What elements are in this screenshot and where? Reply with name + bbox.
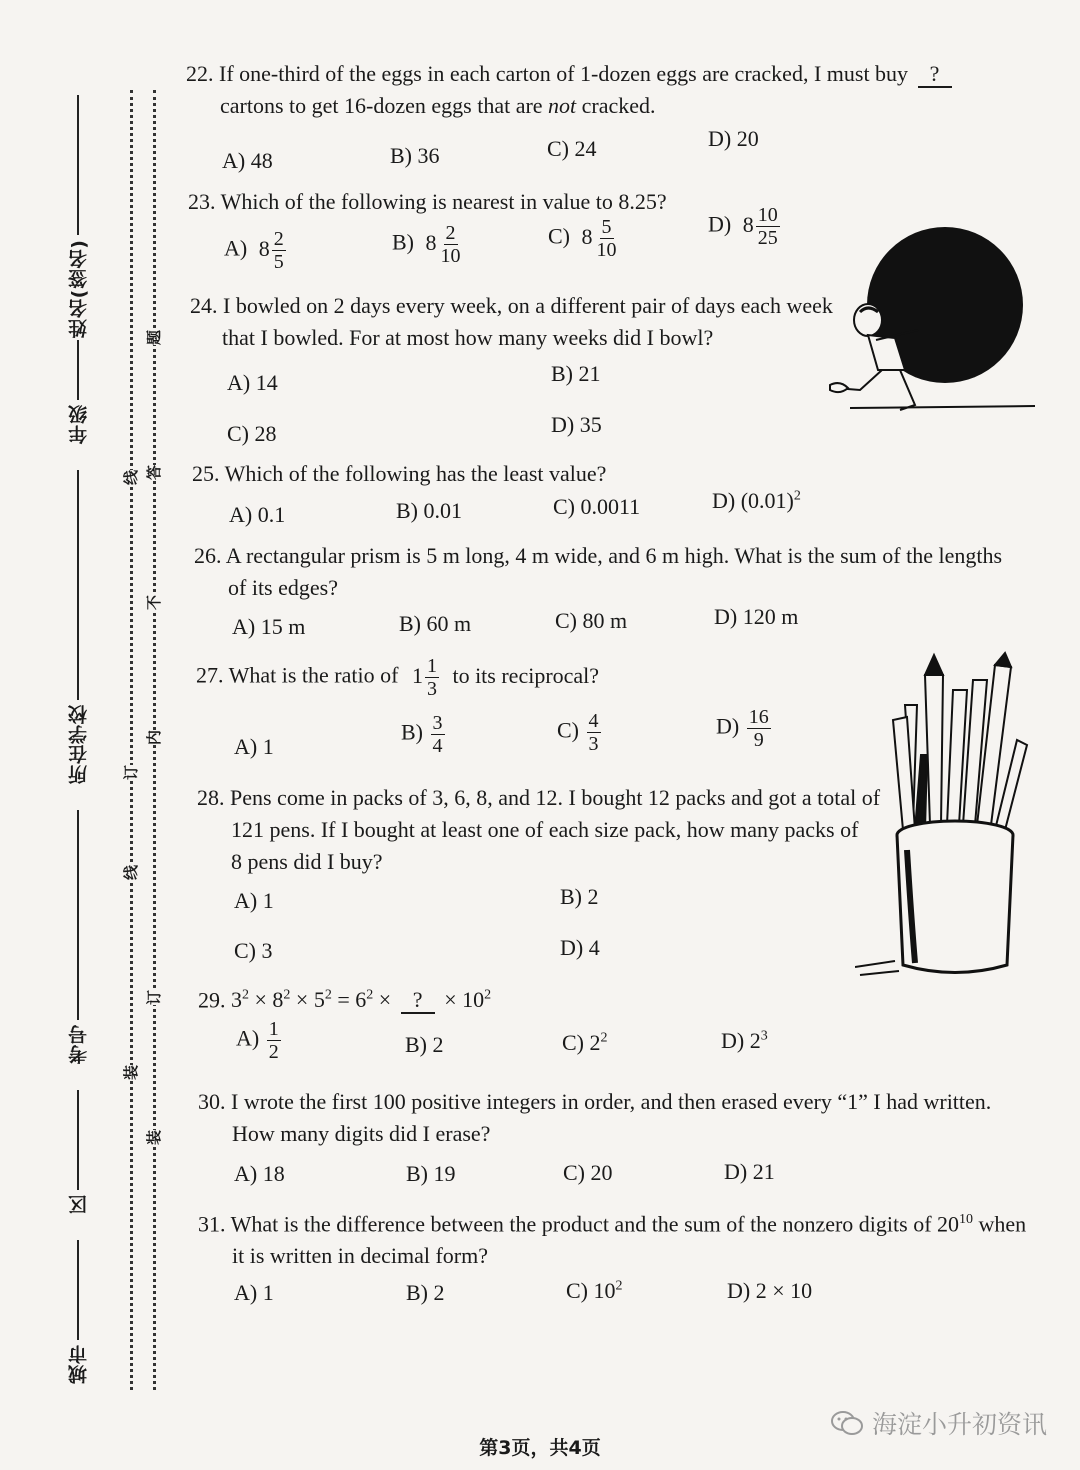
option-b[interactable]: B) 2 xyxy=(405,1032,444,1057)
binding-char: 装 xyxy=(145,1129,164,1146)
binding-char: 内 xyxy=(145,729,164,746)
option-label: A) xyxy=(224,235,248,261)
field-exam-number xyxy=(58,810,98,1064)
question-number: 23. xyxy=(188,189,216,214)
option-label: B) xyxy=(401,719,423,745)
bowling-illustration xyxy=(820,220,1040,420)
question-number: 26. xyxy=(194,543,222,568)
option-b[interactable]: B) 2 xyxy=(406,1280,445,1305)
question-text: What is the difference between the product and the sum of the nonzero digits of 20 xyxy=(230,1211,960,1237)
option-d[interactable] xyxy=(712,488,801,514)
equation: $3^2 \times 8^2 \times 5^2 = 6^2$ × ? × $10^2$ xyxy=(231,987,492,1013)
option-c[interactable] xyxy=(557,710,601,755)
field-exam-number-label: 考号 xyxy=(67,1024,90,1064)
exponent: 2 xyxy=(615,1278,623,1294)
option-label: C) 10 xyxy=(566,1278,616,1303)
fraction: $\frac{10}{25}$ xyxy=(757,204,778,249)
page-number: 第3页，共4页 xyxy=(479,1437,601,1459)
option-c[interactable] xyxy=(562,1030,608,1056)
answer-blank: ? xyxy=(918,62,952,88)
binding-char: 答 xyxy=(145,464,164,481)
emphasis-text: not xyxy=(548,93,577,118)
option-a[interactable]: A) 14 xyxy=(227,370,278,395)
field-grade-label: 年级 xyxy=(67,404,90,444)
fraction: $\frac{3}{4}$ xyxy=(432,712,443,757)
question-31 xyxy=(198,1204,1026,1272)
option-a[interactable]: A) 15 m xyxy=(232,614,306,639)
option-label: C) xyxy=(557,717,579,743)
field-name-label: 姓名(签名) xyxy=(67,239,90,339)
question-text: How many digits did I erase? xyxy=(232,1121,491,1146)
question-number: 27. xyxy=(196,662,224,688)
option-d[interactable]: D) 21 xyxy=(724,1159,775,1184)
option-d[interactable]: D) 2 × 10 xyxy=(727,1278,813,1303)
option-a[interactable]: A) 1 xyxy=(234,888,274,913)
option-d[interactable]: D) 4 xyxy=(560,935,600,960)
pencil-cup-illustration xyxy=(855,645,1030,985)
field-district-label: 区 xyxy=(67,1194,90,1214)
question-text: Pens come in packs of 3, 6, 8, and 12. I bought 12 packs and got a total of xyxy=(230,785,881,810)
option-d[interactable]: D) 35 xyxy=(551,412,602,437)
fraction: $\frac{16}{9}$ xyxy=(748,706,769,751)
option-c[interactable] xyxy=(566,1278,623,1304)
question-text: that I bowled. For at most how many weeks did I bowl? xyxy=(222,325,714,350)
question-text: cartons to get 16-dozen eggs that are xyxy=(220,93,543,118)
fraction: $\frac{2}{10}$ xyxy=(440,222,461,267)
question-22 xyxy=(186,58,956,122)
question-25 xyxy=(192,458,606,490)
exponent: 2 xyxy=(600,1030,608,1046)
question-text: 121 pens. If I bought at least one of each size pack, how many packs of xyxy=(231,817,859,842)
option-b[interactable]: B) 2 xyxy=(560,884,599,909)
question-text: Which of the following is nearest in value to 8.25? xyxy=(220,189,667,214)
binding-char: 装 xyxy=(122,1064,141,1081)
question-text: to its reciprocal? xyxy=(452,662,600,688)
question-30 xyxy=(198,1086,991,1150)
binding-line-left xyxy=(130,90,133,1390)
option-label: D) xyxy=(716,713,740,739)
option-c[interactable]: C) 20 xyxy=(563,1160,613,1185)
mixed-whole: 8 xyxy=(258,235,270,261)
option-b[interactable] xyxy=(401,712,445,757)
option-a[interactable]: A) 48 xyxy=(222,148,273,173)
option-c[interactable]: C) 80 m xyxy=(555,608,628,633)
field-school xyxy=(58,470,98,784)
option-label: D) (0.01) xyxy=(712,488,794,513)
question-number: 31. xyxy=(198,1211,226,1237)
exponent: 2 xyxy=(793,488,801,504)
watermark-text: 海淀小升初资讯 xyxy=(872,1410,1048,1439)
option-a[interactable]: A) 1 xyxy=(234,1280,274,1305)
question-text: A rectangular prism is 5 m long, 4 m wide, and 6 m high. What is the sum of the lengths xyxy=(225,543,1003,568)
field-grade xyxy=(58,340,98,444)
option-b[interactable]: B) 19 xyxy=(406,1161,456,1186)
binding-char: 线 xyxy=(122,864,141,881)
option-a[interactable]: A) 18 xyxy=(234,1161,285,1186)
option-c[interactable]: C) 24 xyxy=(547,136,597,161)
field-school-label: 所在学校 xyxy=(67,704,90,784)
option-b[interactable]: B) 60 m xyxy=(399,611,472,636)
question-text: of its edges? xyxy=(228,575,338,600)
option-label: C) 2 xyxy=(562,1030,601,1055)
option-a[interactable] xyxy=(236,1018,281,1063)
option-label: C) xyxy=(548,223,570,249)
question-text: If one-third of the eggs in each carton of 1-dozen eggs are cracked, I must buy xyxy=(219,61,909,86)
option-b[interactable]: B) 0.01 xyxy=(396,498,462,523)
question-text: cracked. xyxy=(581,93,656,118)
option-label: D) 2 xyxy=(721,1028,761,1053)
option-a[interactable] xyxy=(224,228,286,273)
question-text: What is the ratio of xyxy=(228,662,399,688)
question-number: 22. xyxy=(186,61,214,86)
option-b[interactable]: B) 36 xyxy=(390,143,440,168)
field-name xyxy=(58,95,98,338)
binding-char: 线 xyxy=(122,469,141,486)
field-district xyxy=(58,1090,98,1214)
question-26 xyxy=(194,540,1002,604)
option-d[interactable] xyxy=(716,706,771,751)
fraction: $\frac{4}{3}$ xyxy=(588,710,599,755)
field-city-label: 城市 xyxy=(67,1344,90,1384)
option-c[interactable] xyxy=(548,216,619,261)
question-text: when xyxy=(978,1211,1027,1237)
mixed-whole: 8 xyxy=(425,229,437,255)
field-city xyxy=(58,1240,98,1384)
question-number: 30. xyxy=(198,1089,226,1114)
option-b[interactable]: B) 21 xyxy=(551,361,601,386)
question-number: 28. xyxy=(197,785,225,810)
option-label: D) xyxy=(708,211,732,237)
binding-char: 订 xyxy=(122,764,141,781)
option-label: A) xyxy=(236,1025,260,1051)
option-d[interactable] xyxy=(708,204,780,249)
answer-blank: ? xyxy=(401,988,435,1014)
option-b[interactable] xyxy=(392,222,463,267)
question-28 xyxy=(197,782,880,878)
binding-char: 订 xyxy=(145,989,164,1006)
fraction: $\frac{5}{10}$ xyxy=(596,216,617,261)
option-c[interactable]: C) 28 xyxy=(227,421,277,446)
option-c[interactable]: C) 0.0011 xyxy=(553,494,641,519)
question-24 xyxy=(190,290,833,354)
question-text: I bowled on 2 days every week, on a different pair of days each week xyxy=(223,293,833,318)
question-text: it is written in decimal form? xyxy=(232,1243,488,1269)
binding-char: 不 xyxy=(145,594,164,611)
mixed-whole: 8 xyxy=(581,223,593,249)
binding-char: 题 xyxy=(145,329,164,346)
question-text: I wrote the first 100 positive integers in order, and then erased every “1” I had written. xyxy=(231,1089,992,1114)
option-a[interactable]: A) 0.1 xyxy=(229,502,286,527)
exponent: 10 xyxy=(959,1212,974,1227)
question-number: 29. xyxy=(198,987,226,1013)
fraction: $\frac{1}{2}$ xyxy=(268,1018,279,1063)
question-text: 8 pens did I buy? xyxy=(231,849,383,874)
option-label: B) xyxy=(392,229,414,255)
mixed-whole: 1 xyxy=(411,662,423,688)
question-number: 24. xyxy=(190,293,218,318)
mixed-whole: 8 xyxy=(742,211,754,237)
option-a[interactable]: A) 1 xyxy=(234,734,274,759)
student-info-margin xyxy=(40,90,110,1400)
question-23 xyxy=(188,186,667,218)
option-d[interactable]: D) 20 xyxy=(708,126,759,151)
option-c[interactable]: C) 3 xyxy=(234,938,273,963)
option-d[interactable] xyxy=(721,1028,768,1054)
option-d[interactable]: D) 120 m xyxy=(714,604,799,629)
question-27 xyxy=(196,655,599,700)
fraction: $\frac{2}{5}$ xyxy=(273,228,284,273)
fraction: $\frac{1}{3}$ xyxy=(426,655,437,700)
exponent: 3 xyxy=(760,1028,768,1044)
question-number: 25. xyxy=(192,461,220,486)
question-29 xyxy=(198,980,491,1016)
question-text: Which of the following has the least value? xyxy=(224,461,607,486)
